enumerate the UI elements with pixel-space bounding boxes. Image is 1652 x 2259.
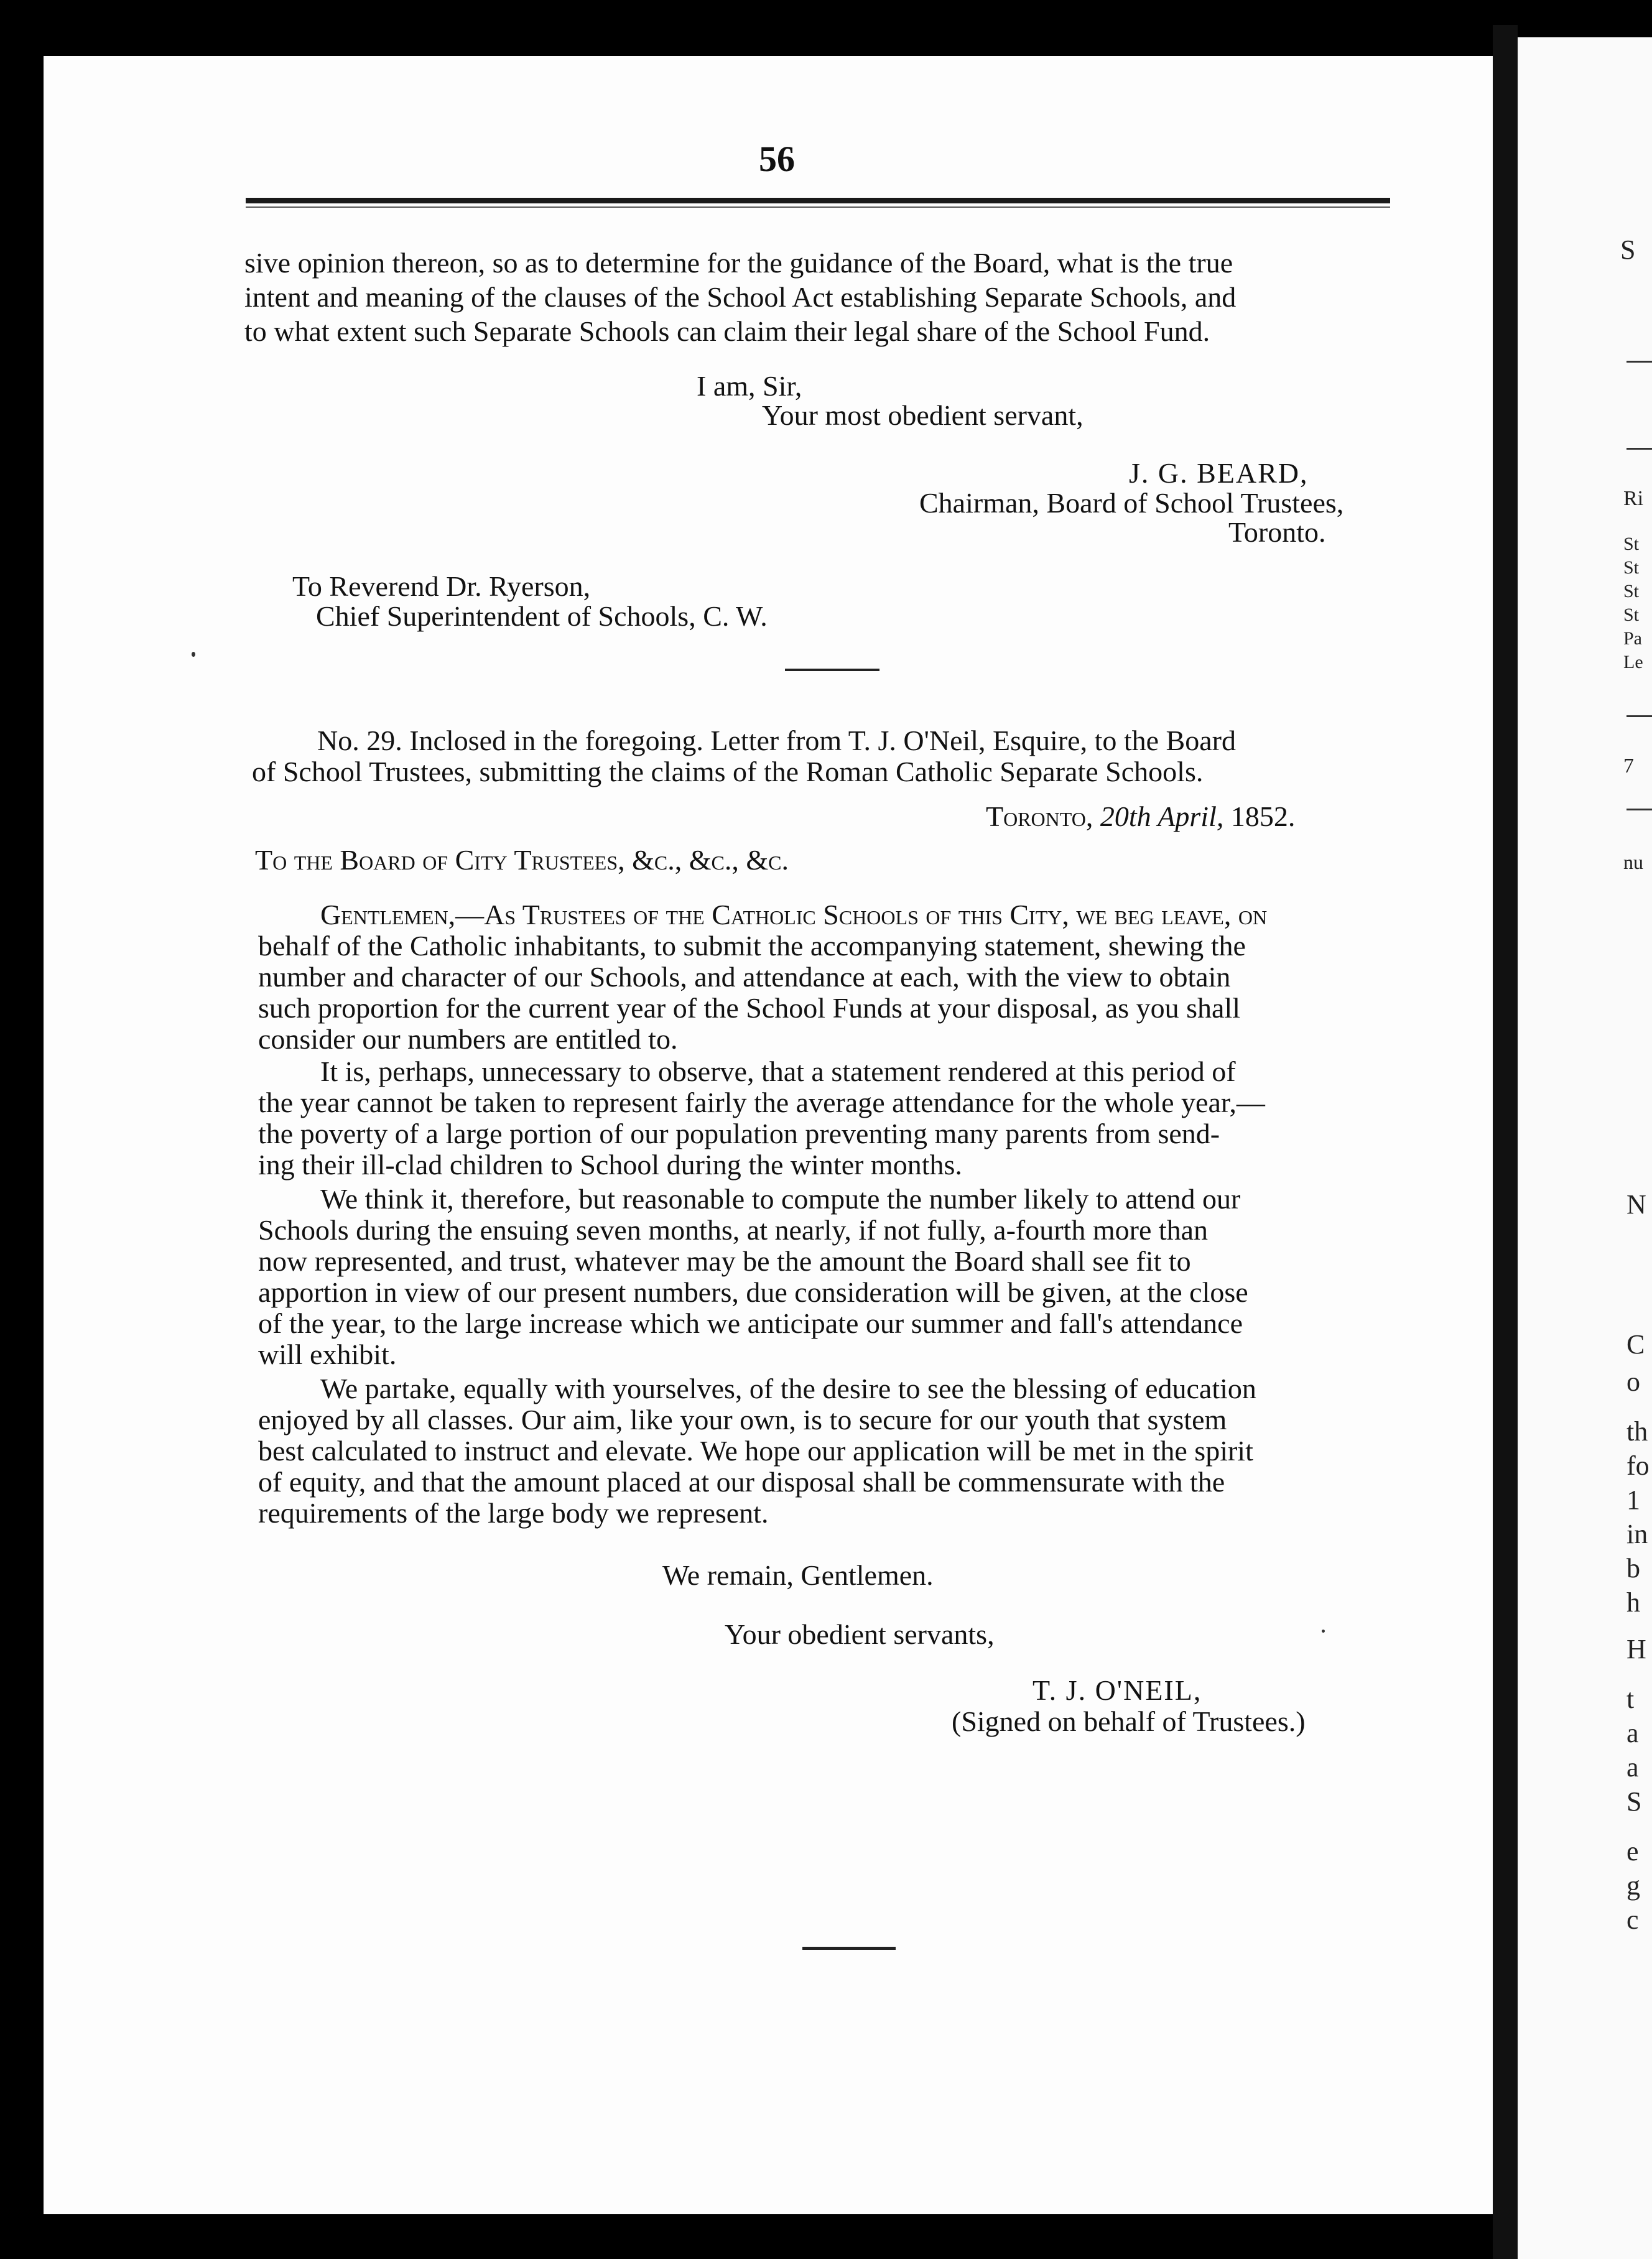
fragment: St bbox=[1623, 581, 1640, 601]
fragment: Le bbox=[1623, 652, 1643, 672]
fragment: N bbox=[1626, 1189, 1646, 1220]
paragraph-line: requirements of the large body we represent. bbox=[258, 1497, 769, 1529]
paragraph-line bbox=[320, 901, 1267, 929]
document-heading: of School Trustees, submitting the claims of the Roman Catholic Separate Schools. bbox=[252, 756, 1204, 787]
fragment: H bbox=[1626, 1634, 1646, 1664]
fragment: a bbox=[1626, 1752, 1639, 1783]
fragment-rule bbox=[1626, 809, 1652, 810]
signed-note: (Signed on behalf of Trustees.) bbox=[952, 1705, 1306, 1737]
fragment-rule bbox=[1626, 361, 1652, 363]
paragraph-line: apportion in view of our present numbers, due consideration will be given, at the close bbox=[258, 1276, 1248, 1308]
paragraph-line: of the year, to the large increase which we anticipate our summer and fall's attendance bbox=[258, 1307, 1243, 1339]
fragment: c bbox=[1626, 1904, 1639, 1935]
fragment: b bbox=[1626, 1553, 1640, 1584]
fragment: St bbox=[1623, 605, 1640, 625]
header-rule-thin bbox=[246, 206, 1390, 208]
paragraph-text: Gentlemen,—As Trustees of the Catholic Schools of this City, we beg leave, on bbox=[320, 899, 1268, 930]
fragment: nu bbox=[1623, 851, 1643, 873]
closing-phrase: Your most obedient servant, bbox=[762, 399, 1084, 431]
date-day: 20th April, bbox=[1100, 800, 1224, 832]
paragraph-line: Schools during the ensuing seven months, at nearly, if not fully, a-fourth more than bbox=[258, 1214, 1209, 1246]
paragraph-line: number and character of our Schools, and attendance at each, with the view to obtain bbox=[258, 961, 1231, 993]
fragment: e bbox=[1626, 1836, 1639, 1867]
fragment: h bbox=[1626, 1587, 1640, 1618]
signer-name: J. G. BEARD, bbox=[1129, 457, 1309, 489]
date-year: 1852. bbox=[1230, 800, 1296, 832]
paragraph-line: to what extent such Separate Schools can claim their legal share of the School Fund. bbox=[244, 315, 1210, 347]
paragraph-line: will exhibit. bbox=[258, 1338, 397, 1370]
fragment: in bbox=[1626, 1519, 1648, 1549]
page-speck bbox=[1322, 1630, 1325, 1633]
facing-page-fragment bbox=[1518, 37, 1652, 2259]
paragraph-line: the poverty of a large portion of our population preventing many parents from send- bbox=[258, 1118, 1220, 1149]
letter-dateline bbox=[986, 802, 1295, 831]
paragraph-line: We partake, equally with yourselves, of the desire to see the blessing of education bbox=[320, 1373, 1256, 1404]
fragment: St bbox=[1623, 557, 1640, 578]
paragraph-line: now represented, and trust, whatever may be the amount the Board shall see fit to bbox=[258, 1245, 1191, 1277]
signer-name: T. J. O'NEIL, bbox=[1032, 1674, 1202, 1706]
closing-phrase: Your obedient servants, bbox=[725, 1618, 995, 1650]
date-place: Toronto, bbox=[986, 800, 1093, 832]
section-divider bbox=[785, 669, 879, 671]
paragraph-line: ing their ill-clad children to School during the winter months. bbox=[258, 1149, 962, 1181]
page-number: 56 bbox=[759, 139, 795, 179]
fragment: o bbox=[1626, 1366, 1640, 1397]
fragment: th bbox=[1626, 1416, 1648, 1447]
signer-title: Chairman, Board of School Trustees, bbox=[919, 487, 1344, 519]
fragment: S bbox=[1626, 1786, 1642, 1817]
fragment: 1 bbox=[1626, 1485, 1640, 1515]
signer-place: Toronto. bbox=[1228, 516, 1326, 548]
page-speck bbox=[192, 652, 195, 657]
header-rule bbox=[246, 198, 1390, 203]
paragraph-line: consider our numbers are entitled to. bbox=[258, 1023, 678, 1055]
fragment: Ri bbox=[1623, 487, 1644, 510]
paragraph-line: enjoyed by all classes. Our aim, like your own, is to secure for our youth that system bbox=[258, 1404, 1227, 1436]
document-heading: No. 29. Inclosed in the foregoing. Letter from T. J. O'Neil, Esquire, to the Board bbox=[317, 725, 1236, 756]
paragraph-line: best calculated to instruct and elevate. We hope our application will be met in the spirit bbox=[258, 1435, 1253, 1467]
fragment: a bbox=[1626, 1718, 1639, 1748]
end-divider bbox=[802, 1947, 896, 1950]
page-gutter bbox=[1493, 25, 1518, 2259]
fragment: 7 bbox=[1623, 754, 1634, 777]
letter-salutation-to: To the Board of City Trustees, &c., &c., &c. bbox=[255, 844, 789, 876]
paragraph-line: sive opinion thereon, so as to determine for the guidance of the Board, what is the true bbox=[244, 247, 1233, 279]
paragraph-line: We think it, therefore, but reasonable to compute the number likely to attend our bbox=[320, 1183, 1241, 1215]
addressee-name: To Reverend Dr. Ryerson, bbox=[292, 570, 591, 602]
fragment: Pa bbox=[1623, 628, 1642, 649]
paragraph-line: the year cannot be taken to represent fairly the average attendance for the whole year,— bbox=[258, 1087, 1265, 1118]
fragment-rule bbox=[1626, 448, 1652, 450]
paragraph-line: behalf of the Catholic inhabitants, to submit the accompanying statement, shewing the bbox=[258, 930, 1246, 962]
paragraph-line: of equity, and that the amount placed at our disposal shall be commensurate with the bbox=[258, 1466, 1225, 1498]
fragment: g bbox=[1626, 1870, 1640, 1901]
fragment-rule bbox=[1626, 715, 1652, 717]
fragment: C bbox=[1626, 1329, 1645, 1360]
fragment: t bbox=[1626, 1684, 1635, 1714]
paragraph-line: such proportion for the current year of the School Funds at your disposal, as you shall bbox=[258, 992, 1241, 1024]
closing-greeting: We remain, Gentlemen. bbox=[662, 1559, 934, 1591]
addressee-title: Chief Superintendent of Schools, C. W. bbox=[316, 600, 768, 632]
closing-greeting: I am, Sir, bbox=[697, 370, 802, 402]
fragment: St bbox=[1623, 534, 1640, 554]
paragraph-line: It is, perhaps, unnecessary to observe, that a statement rendered at this period of bbox=[320, 1055, 1236, 1087]
fragment: fo bbox=[1626, 1450, 1650, 1481]
paragraph-line: intent and meaning of the clauses of the School Act establishing Separate Schools, and bbox=[244, 281, 1237, 313]
fragment: S bbox=[1620, 234, 1636, 265]
